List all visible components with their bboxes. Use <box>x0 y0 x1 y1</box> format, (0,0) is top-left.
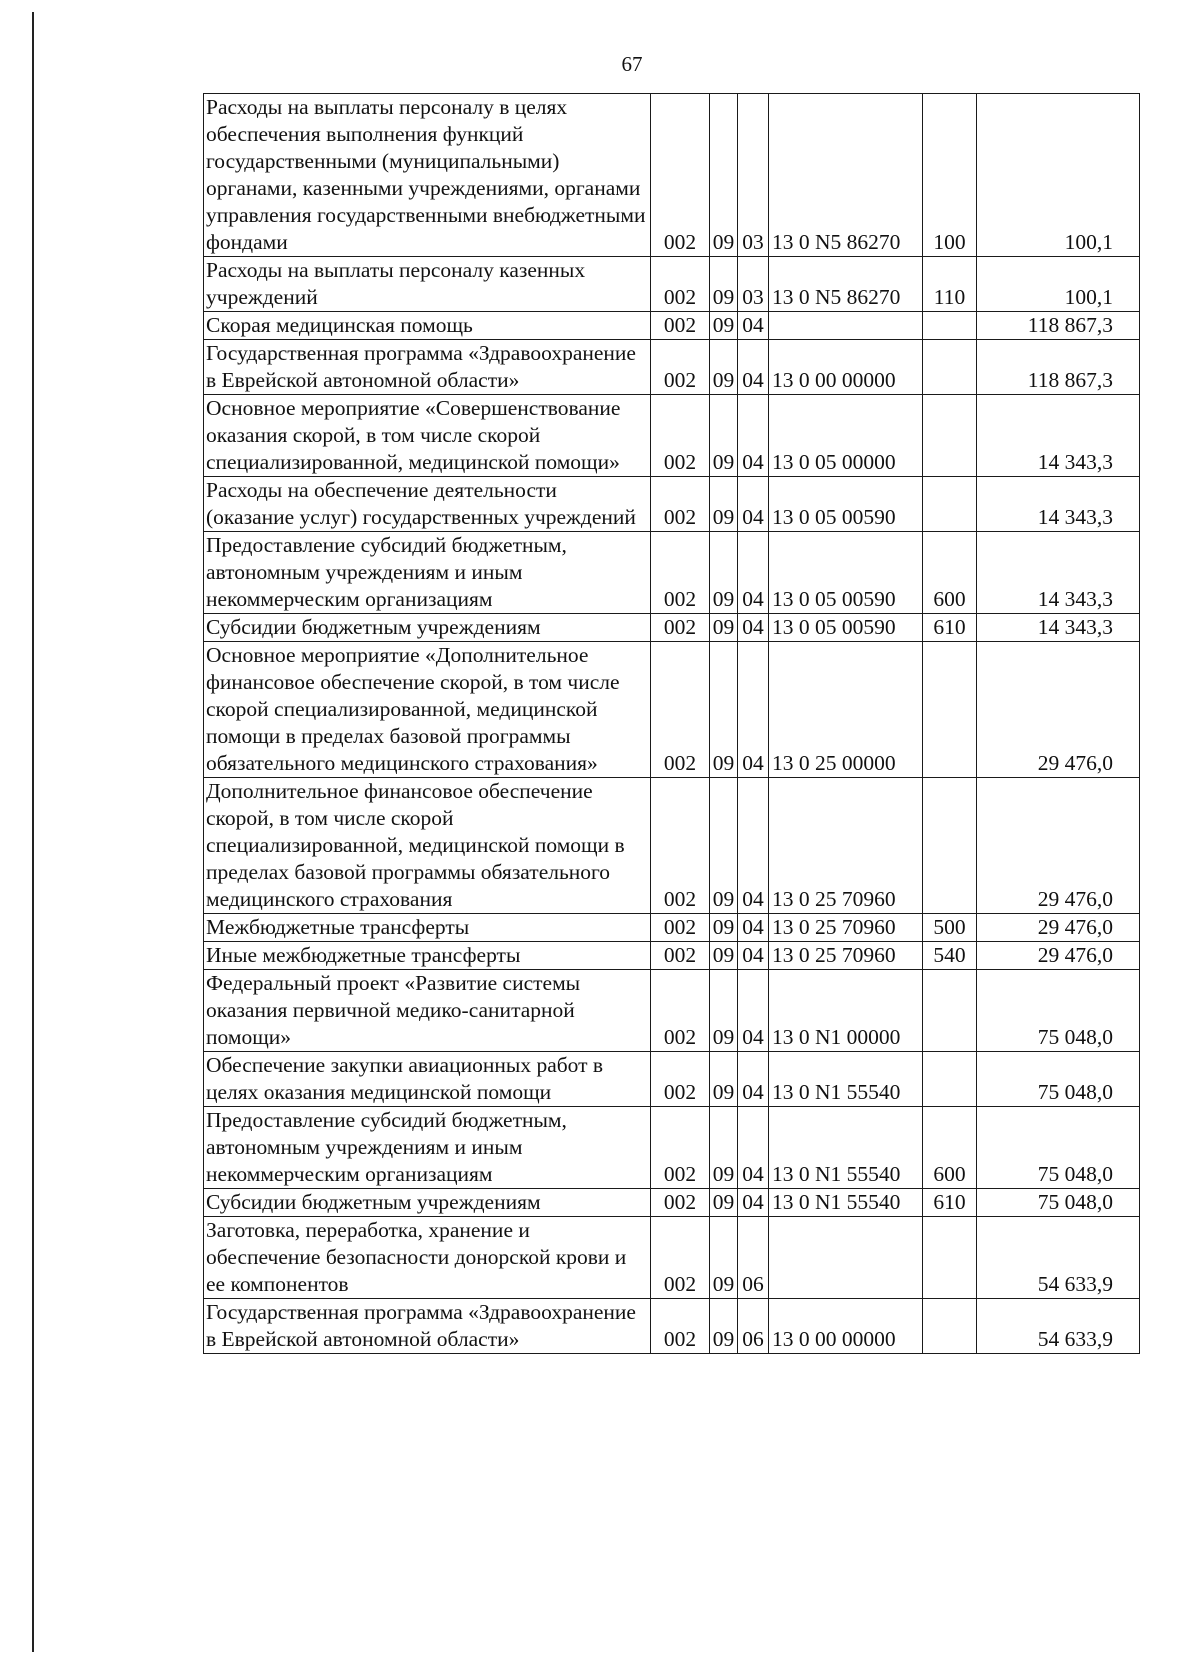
table-row <box>204 778 1140 914</box>
section-code-cell: 09 <box>710 614 738 642</box>
expense-name-cell: Расходы на выплаты персоналу казенных учреждений <box>204 257 651 312</box>
expense-type-cell <box>923 395 977 477</box>
section-code-cell: 09 <box>710 1107 738 1189</box>
amount-cell: 14 343,3 <box>977 477 1140 532</box>
ministry-code-cell: 002 <box>651 1299 710 1354</box>
table-row <box>204 970 1140 1052</box>
table-row <box>204 642 1140 778</box>
expense-type-cell: 500 <box>923 914 977 942</box>
section-code-cell: 09 <box>710 1217 738 1299</box>
target-article-cell: 13 0 00 00000 <box>769 1299 923 1354</box>
expense-name-cell: Федеральный проект «Развитие системы оказания первичной медико-санитарной помощи» <box>204 970 651 1052</box>
subsection-code-cell: 06 <box>738 1299 769 1354</box>
amount-cell: 118 867,3 <box>977 312 1140 340</box>
amount-cell: 14 343,3 <box>977 532 1140 614</box>
ministry-code-cell: 002 <box>651 614 710 642</box>
amount-cell: 29 476,0 <box>977 642 1140 778</box>
amount-cell: 29 476,0 <box>977 778 1140 914</box>
ministry-code-cell: 002 <box>651 532 710 614</box>
expense-type-cell <box>923 1052 977 1107</box>
subsection-code-cell: 04 <box>738 942 769 970</box>
target-article-cell: 13 0 25 00000 <box>769 642 923 778</box>
expense-type-cell: 600 <box>923 1107 977 1189</box>
ministry-code-cell: 002 <box>651 340 710 395</box>
ministry-code-cell: 002 <box>651 1052 710 1107</box>
expense-type-cell <box>923 778 977 914</box>
target-article-cell <box>769 312 923 340</box>
page-number: 67 <box>621 52 643 76</box>
subsection-code-cell: 04 <box>738 395 769 477</box>
section-code-cell: 09 <box>710 1052 738 1107</box>
section-code-cell: 09 <box>710 477 738 532</box>
subsection-code-cell: 04 <box>738 1107 769 1189</box>
target-article-cell: 13 0 N5 86270 <box>769 94 923 257</box>
target-article-cell: 13 0 25 70960 <box>769 778 923 914</box>
section-code-cell: 09 <box>710 94 738 257</box>
table-row <box>204 1189 1140 1217</box>
subsection-code-cell: 04 <box>738 1052 769 1107</box>
target-article-cell: 13 0 05 00590 <box>769 614 923 642</box>
ministry-code-cell: 002 <box>651 477 710 532</box>
ministry-code-cell: 002 <box>651 312 710 340</box>
ministry-code-cell: 002 <box>651 970 710 1052</box>
table-row <box>204 1217 1140 1299</box>
amount-cell: 118 867,3 <box>977 340 1140 395</box>
expense-name-cell: Обеспечение закупки авиационных работ в целях оказания медицинской помощи <box>204 1052 651 1107</box>
expense-name-cell: Скорая медицинская помощь <box>204 312 651 340</box>
table-row <box>204 1052 1140 1107</box>
expense-type-cell: 610 <box>923 614 977 642</box>
amount-cell: 14 343,3 <box>977 614 1140 642</box>
subsection-code-cell: 06 <box>738 1217 769 1299</box>
amount-cell: 75 048,0 <box>977 1189 1140 1217</box>
budget-table-body <box>204 94 1140 1354</box>
table-row <box>204 1107 1140 1189</box>
target-article-cell <box>769 1217 923 1299</box>
subsection-code-cell: 04 <box>738 778 769 914</box>
ministry-code-cell: 002 <box>651 1189 710 1217</box>
ministry-code-cell: 002 <box>651 642 710 778</box>
expense-type-cell: 540 <box>923 942 977 970</box>
expense-type-cell: 100 <box>923 94 977 257</box>
section-code-cell: 09 <box>710 1189 738 1217</box>
expense-type-cell <box>923 642 977 778</box>
expense-type-cell <box>923 1299 977 1354</box>
section-code-cell: 09 <box>710 970 738 1052</box>
amount-cell: 14 343,3 <box>977 395 1140 477</box>
section-code-cell: 09 <box>710 1299 738 1354</box>
expense-type-cell: 110 <box>923 257 977 312</box>
amount-cell: 54 633,9 <box>977 1299 1140 1354</box>
subsection-code-cell: 04 <box>738 532 769 614</box>
expense-type-cell <box>923 970 977 1052</box>
expense-name-cell: Субсидии бюджетным учреждениям <box>204 1189 651 1217</box>
expense-name-cell: Дополнительное финансовое обеспечение скорой, в том числе скорой специализированной, медицинской помощи в пределах базовой программы обязательного медицинского страхования <box>204 778 651 914</box>
section-code-cell: 09 <box>710 778 738 914</box>
target-article-cell: 13 0 00 00000 <box>769 340 923 395</box>
amount-cell: 100,1 <box>977 257 1140 312</box>
expense-name-cell: Расходы на обеспечение деятельности (оказание услуг) государственных учреждений <box>204 477 651 532</box>
table-row <box>204 94 1140 257</box>
ministry-code-cell: 002 <box>651 778 710 914</box>
expense-name-cell: Межбюджетные трансферты <box>204 914 651 942</box>
target-article-cell: 13 0 N1 55540 <box>769 1107 923 1189</box>
target-article-cell: 13 0 25 70960 <box>769 942 923 970</box>
subsection-code-cell: 04 <box>738 340 769 395</box>
left-margin-line <box>32 12 34 1652</box>
expense-name-cell: Субсидии бюджетным учреждениям <box>204 614 651 642</box>
expense-type-cell <box>923 340 977 395</box>
subsection-code-cell: 04 <box>738 1189 769 1217</box>
ministry-code-cell: 002 <box>651 395 710 477</box>
expense-name-cell: Заготовка, переработка, хранение и обеспечение безопасности донорской крови и ее компонентов <box>204 1217 651 1299</box>
section-code-cell: 09 <box>710 914 738 942</box>
budget-table <box>203 93 1140 1354</box>
expense-name-cell: Основное мероприятие «Совершенствование оказания скорой, в том числе скорой специализированной, медицинской помощи» <box>204 395 651 477</box>
target-article-cell: 13 0 05 00000 <box>769 395 923 477</box>
section-code-cell: 09 <box>710 312 738 340</box>
section-code-cell: 09 <box>710 942 738 970</box>
table-row <box>204 312 1140 340</box>
target-article-cell: 13 0 N1 55540 <box>769 1052 923 1107</box>
ministry-code-cell: 002 <box>651 1217 710 1299</box>
ministry-code-cell: 002 <box>651 942 710 970</box>
expense-name-cell: Иные межбюджетные трансферты <box>204 942 651 970</box>
subsection-code-cell: 04 <box>738 477 769 532</box>
target-article-cell: 13 0 05 00590 <box>769 477 923 532</box>
target-article-cell: 13 0 N5 86270 <box>769 257 923 312</box>
target-article-cell: 13 0 N1 00000 <box>769 970 923 1052</box>
section-code-cell: 09 <box>710 642 738 778</box>
table-row <box>204 942 1140 970</box>
subsection-code-cell: 04 <box>738 642 769 778</box>
section-code-cell: 09 <box>710 257 738 312</box>
section-code-cell: 09 <box>710 340 738 395</box>
table-row <box>204 340 1140 395</box>
table-row <box>204 914 1140 942</box>
ministry-code-cell: 002 <box>651 94 710 257</box>
table-row <box>204 257 1140 312</box>
target-article-cell: 13 0 05 00590 <box>769 532 923 614</box>
subsection-code-cell: 04 <box>738 312 769 340</box>
amount-cell: 54 633,9 <box>977 1217 1140 1299</box>
ministry-code-cell: 002 <box>651 257 710 312</box>
expense-type-cell: 600 <box>923 532 977 614</box>
target-article-cell: 13 0 N1 55540 <box>769 1189 923 1217</box>
section-code-cell: 09 <box>710 395 738 477</box>
expense-type-cell <box>923 1217 977 1299</box>
expense-name-cell: Государственная программа «Здравоохранение в Еврейской автономной области» <box>204 1299 651 1354</box>
target-article-cell: 13 0 25 70960 <box>769 914 923 942</box>
subsection-code-cell: 03 <box>738 257 769 312</box>
table-row <box>204 1299 1140 1354</box>
expense-type-cell <box>923 477 977 532</box>
table-row <box>204 532 1140 614</box>
expense-name-cell: Предоставление субсидий бюджетным, автономным учреждениям и иным некоммерческим организациям <box>204 532 651 614</box>
table-row <box>204 614 1140 642</box>
amount-cell: 29 476,0 <box>977 914 1140 942</box>
subsection-code-cell: 03 <box>738 94 769 257</box>
expense-name-cell: Предоставление субсидий бюджетным, автономным учреждениям и иным некоммерческим организациям <box>204 1107 651 1189</box>
expense-name-cell: Государственная программа «Здравоохранение в Еврейской автономной области» <box>204 340 651 395</box>
amount-cell: 75 048,0 <box>977 1052 1140 1107</box>
subsection-code-cell: 04 <box>738 614 769 642</box>
amount-cell: 75 048,0 <box>977 1107 1140 1189</box>
amount-cell: 100,1 <box>977 94 1140 257</box>
expense-type-cell <box>923 312 977 340</box>
amount-cell: 75 048,0 <box>977 970 1140 1052</box>
expense-type-cell: 610 <box>923 1189 977 1217</box>
ministry-code-cell: 002 <box>651 914 710 942</box>
table-row <box>204 395 1140 477</box>
subsection-code-cell: 04 <box>738 914 769 942</box>
ministry-code-cell: 002 <box>651 1107 710 1189</box>
expense-name-cell: Расходы на выплаты персоналу в целях обеспечения выполнения функций государственными (муниципальными) органами, казенными учреждениями, органами управления государственными внебюджетными фондами <box>204 94 651 257</box>
amount-cell: 29 476,0 <box>977 942 1140 970</box>
expense-name-cell: Основное мероприятие «Дополнительное финансовое обеспечение скорой, в том числе скорой специализированной, медицинской помощи в пределах базовой программы обязательного медицинского страхования» <box>204 642 651 778</box>
subsection-code-cell: 04 <box>738 970 769 1052</box>
section-code-cell: 09 <box>710 532 738 614</box>
table-row <box>204 477 1140 532</box>
